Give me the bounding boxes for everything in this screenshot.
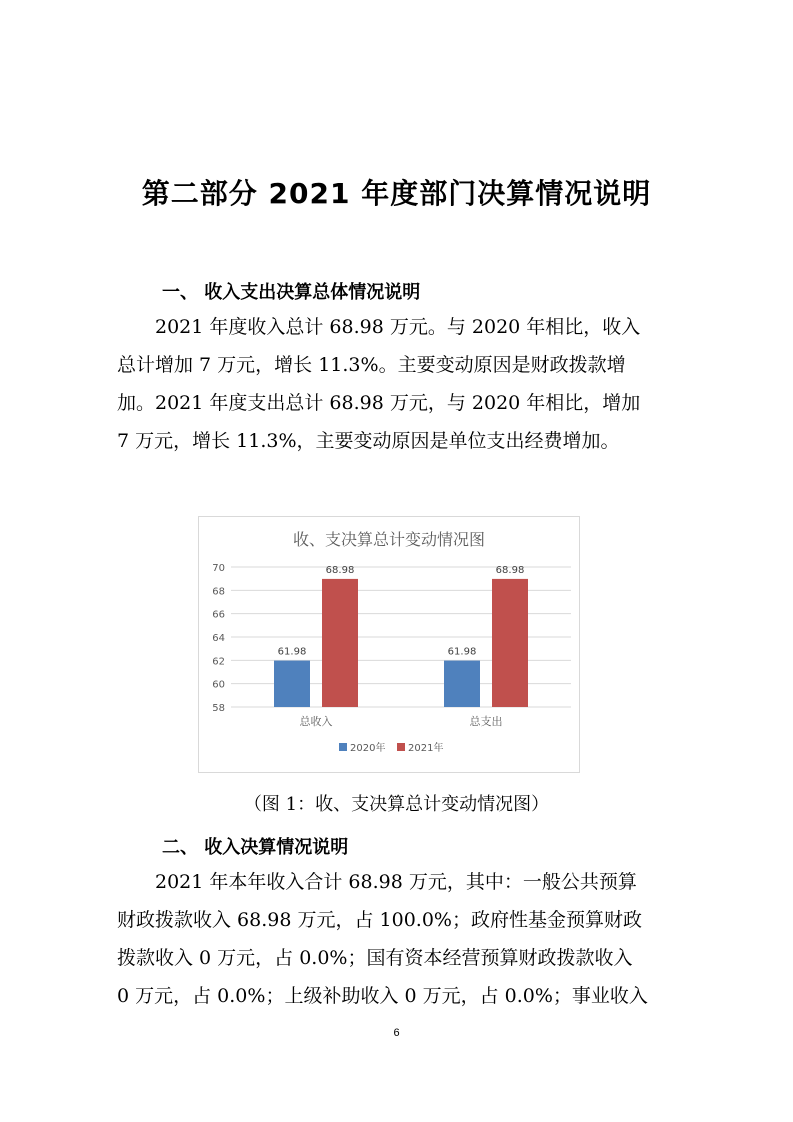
chart-frame <box>198 516 580 773</box>
y-tick-label: 60 <box>212 679 225 691</box>
legend-swatch <box>397 743 405 751</box>
section-2-paragraph <box>117 863 677 1015</box>
y-tick-label: 70 <box>212 563 225 574</box>
page-number: 6 <box>393 1027 400 1039</box>
x-category-label: 总收入 <box>299 715 333 728</box>
bar <box>492 579 528 707</box>
data-label: 61.98 <box>277 646 307 658</box>
paragraph-line: 财政拨款收入 68.98 万元，占 100.0%；政府性基金预算财政 <box>117 909 642 931</box>
y-tick-label: 58 <box>212 703 225 714</box>
data-label: 61.98 <box>447 646 477 658</box>
section-1-paragraph <box>117 308 677 460</box>
y-tick-label: 62 <box>212 656 225 668</box>
section-heading-1: 一、 收入支出决算总体情况说明 <box>162 282 421 303</box>
figure-caption: （图 1：收、支决算总计变动情况图） <box>243 794 550 815</box>
x-category-label: 总支出 <box>469 715 503 728</box>
chart-title: 收、支决算总计变动情况图 <box>292 530 486 549</box>
paragraph-line: 0 万元，占 0.0%；上级补助收入 0 万元，占 0.0%；事业收入 <box>117 985 648 1007</box>
paragraph-line: 拨款收入 0 万元，占 0.0%；国有资本经营预算财政拨款收入 <box>117 947 633 969</box>
legend-swatch <box>339 743 347 751</box>
legend-label: 2021年 <box>408 743 444 754</box>
section-heading-2: 二、 收入决算情况说明 <box>162 837 349 858</box>
data-label: 68.98 <box>325 564 355 576</box>
paragraph-line: 加。2021 年度支出总计 68.98 万元，与 2020 年相比，增加 <box>117 392 641 414</box>
bar <box>444 661 480 707</box>
y-tick-label: 66 <box>212 609 225 621</box>
income-expense-chart <box>199 517 579 772</box>
paragraph-line: 2021 年度收入总计 68.98 万元。与 2020 年相比，收入 <box>117 316 641 338</box>
legend-label: 2020年 <box>350 743 386 754</box>
y-tick-label: 68 <box>212 586 225 598</box>
page-title: 第二部分 2021 年度部门决算情况说明 <box>141 177 652 210</box>
paragraph-line: 2021 年本年收入合计 68.98 万元，其中：一般公共预算 <box>117 871 637 893</box>
bar <box>274 661 310 707</box>
bar <box>322 579 358 707</box>
y-tick-label: 64 <box>212 633 225 644</box>
paragraph-line: 总计增加 7 万元，增长 11.3%。主要变动原因是财政拨款增 <box>117 354 626 376</box>
paragraph-line: 7 万元，增长 11.3%，主要变动原因是单位支出经费增加。 <box>117 430 620 452</box>
data-label: 68.98 <box>495 564 525 576</box>
